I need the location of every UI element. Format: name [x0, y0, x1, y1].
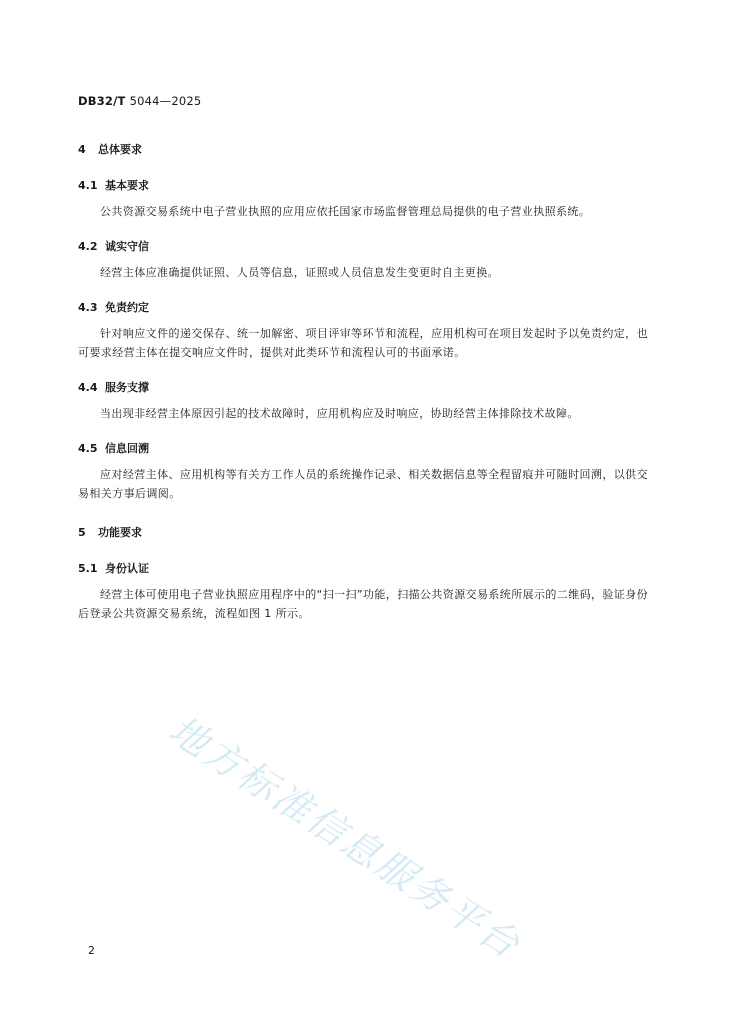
section-number: 4.3 — [78, 301, 98, 314]
standard-number: 5044—2025 — [129, 94, 202, 108]
document-body — [78, 140, 648, 623]
section-paragraph-5-1: 经营主体可使用电子营业执照应用程序中的“扫一扫”功能，扫描公共资源交易系统所展示的二维码，验证身份后登录公共资源交易系统，流程如图 1 所示。 — [78, 588, 648, 620]
section-title: 诚实守信 — [105, 240, 149, 253]
section-number: 4.2 — [78, 240, 98, 253]
section-title: 免责约定 — [105, 301, 149, 314]
section-title: 基本要求 — [105, 179, 149, 192]
section-heading-4-4 — [78, 380, 648, 396]
standard-prefix: DB32/T — [78, 94, 126, 108]
section-heading-4-2 — [78, 239, 648, 255]
section-paragraph-4-5: 应对经营主体、应用机构等有关方工作人员的系统操作记录、相关数据信息等全程留痕并可随时回溯，以供交易相关方事后调阅。 — [78, 468, 648, 500]
section-number: 4.1 — [78, 179, 98, 192]
section-heading-5-1 — [78, 561, 648, 577]
chapter-number: 5 — [78, 526, 86, 539]
chapter-heading-4 — [78, 140, 648, 160]
section-number: 4.5 — [78, 442, 98, 455]
section-title: 身份认证 — [105, 562, 149, 575]
chapter-number: 4 — [78, 143, 86, 156]
chapter-title: 功能要求 — [98, 526, 142, 539]
section-number: 5.1 — [78, 562, 98, 575]
page-number: 2 — [88, 944, 95, 957]
section-number: 4.4 — [78, 381, 98, 394]
section-title: 信息回溯 — [105, 442, 149, 455]
section-paragraph-4-4: 当出现非经营主体原因引起的技术故障时，应用机构应及时响应，协助经营主体排除技术故障。 — [100, 407, 579, 420]
document-header — [78, 94, 201, 108]
chapter-title: 总体要求 — [98, 143, 142, 156]
watermark: 地方标准信息服务平台 — [161, 707, 529, 968]
section-paragraph-4-2: 经营主体应准确提供证照、人员等信息，证照或人员信息发生变更时自主更换。 — [100, 266, 499, 279]
chapter-heading-5 — [78, 523, 648, 543]
section-heading-4-1 — [78, 178, 648, 194]
section-heading-4-3 — [78, 300, 648, 316]
section-heading-4-5 — [78, 441, 648, 457]
section-title: 服务支撑 — [105, 381, 149, 394]
section-paragraph-4-1: 公共资源交易系统中电子营业执照的应用应依托国家市场监督管理总局提供的电子营业执照系统。 — [100, 205, 591, 218]
section-paragraph-4-3: 针对响应文件的递交保存、统一加解密、项目评审等环节和流程，应用机构可在项目发起时予以免责约定，也可要求经营主体在提交响应文件时，提供对此类环节和流程认可的书面承诺。 — [78, 327, 648, 359]
